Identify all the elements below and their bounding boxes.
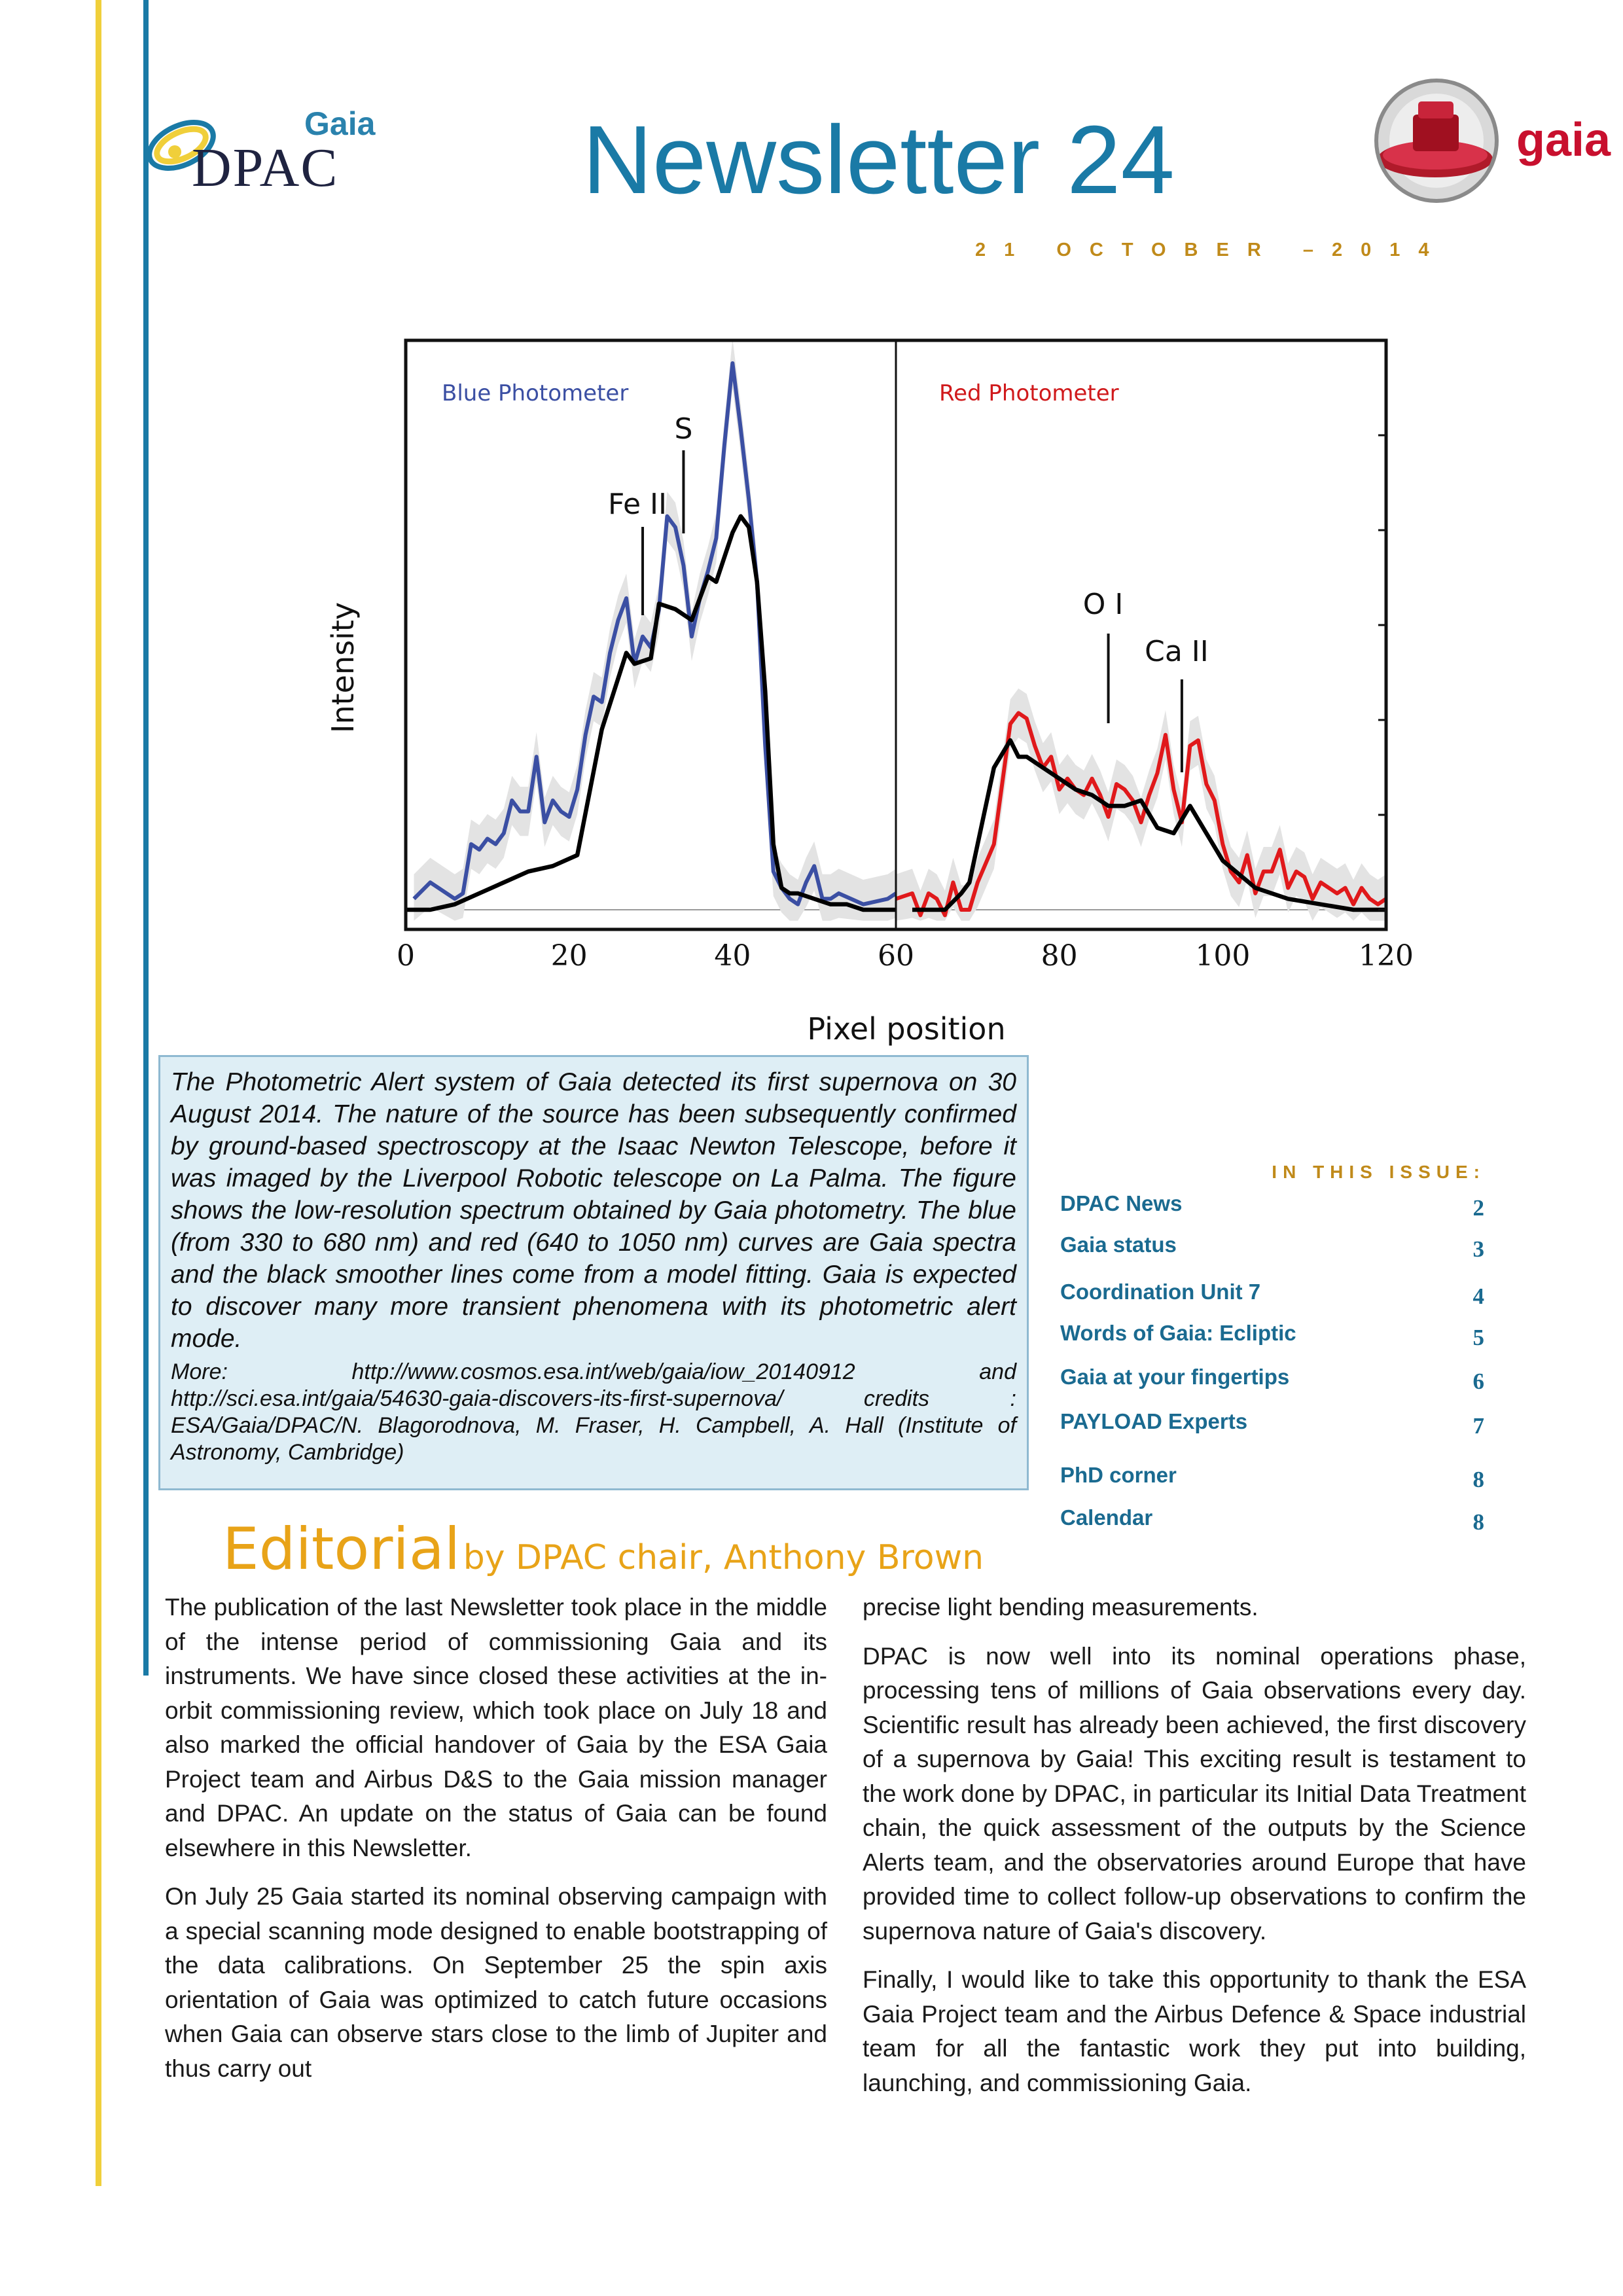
annotation-label: Ca II — [1145, 635, 1209, 668]
toc-item-gaia-fingertips[interactable] — [1060, 1365, 1486, 1393]
gaia-logo — [1364, 75, 1611, 213]
x-tick-label: 20 — [550, 939, 588, 973]
toc-item-page: 3 — [1472, 1236, 1484, 1262]
x-tick-label: 60 — [878, 939, 914, 973]
x-tick-label: 100 — [1195, 939, 1251, 973]
spectrum-chart — [294, 314, 1433, 1060]
editorial-heading — [223, 1515, 984, 1583]
x-tick-label: 0 — [397, 939, 415, 973]
newsletter-title: Newsletter 24 — [582, 106, 1175, 214]
toc-item-label: Calendar — [1060, 1505, 1153, 1530]
dpac-logo-gaia: Gaia — [304, 105, 376, 142]
toc-item-phd-corner[interactable] — [1060, 1463, 1486, 1492]
yellow-margin-bar — [96, 0, 101, 2186]
toc-item-words-of-gaia[interactable] — [1060, 1321, 1486, 1350]
editorial-paragraph: DPAC is now well into its nominal operations phase, processing tens of millions of Gaia observations every day. Scientific result has already been achieved, the first discovery of a supernova by Gaia! This exciting result is testament to the work done by DPAC, in particular its Initial Data Treatment chain, the quick assessment of the outputs by the Science Alerts team, and the observatories around Europe that have provided time to collect follow-up observations to confirm the supernova nature of Gaia's discovery. — [863, 1642, 1526, 1945]
toc-item-coordination-unit-7[interactable] — [1060, 1280, 1486, 1308]
dpac-logo-dpac: DPAC — [192, 137, 339, 198]
editorial-title: Editorial — [223, 1515, 461, 1583]
toc-item-payload-experts[interactable] — [1060, 1409, 1486, 1438]
x-axis-label: Pixel position — [807, 1011, 1006, 1047]
x-tick-label: 120 — [1359, 939, 1414, 973]
blue-margin-bar — [143, 0, 149, 1676]
gaia-satellite-icon — [1364, 75, 1515, 213]
y-axis-label: Intensity — [325, 601, 361, 734]
gaia-logo-word: gaia — [1516, 114, 1611, 166]
editorial-paragraph: Finally, I would like to take this opportunity to thank the ESA Gaia Project team and the Airbus Defence & Space industrial team for all the fantastic work they put into building, launching, and commissioning Gaia. — [863, 1966, 1526, 2096]
editorial-byline: by DPAC chair, Anthony Brown — [463, 1538, 984, 1577]
toc-item-page: 5 — [1472, 1325, 1484, 1350]
editorial-paragraph: precise light bending measurements. — [863, 1594, 1258, 1621]
caption-more: More: http://www.cosmos.esa.int/web/gaia/iow_20140912 and http://sci.esa.int/gaia/54630-gaia-discovers-its-first-supernova/ credits : ESA/Gaia/DPAC/N. Blagorodnova, M. Fraser, H. Campbell, A. Hall (Institute of Astronomy, Cambridge) — [171, 1359, 1016, 1465]
chart-background — [294, 314, 1433, 1060]
red-photometer-label: Red Photometer — [939, 380, 1119, 406]
toc-item-page: 7 — [1472, 1413, 1484, 1439]
editorial-paragraph: The publication of the last Newsletter took place in the middle of the intense period of commissioning Gaia and its instruments. We have since closed these activities at the in-orbit commissioning review, which took place on July 18 and also marked the official handover of Gaia by the ESA Gaia Project team and Airbus D&S to the Gaia mission manager and DPAC. An update on the status of Gaia can be found elsewhere in this Newsletter. — [165, 1594, 827, 1861]
toc-item-gaia-status[interactable] — [1060, 1232, 1486, 1261]
toc-item-calendar[interactable] — [1060, 1505, 1486, 1534]
toc-item-page: 2 — [1472, 1195, 1484, 1221]
toc-item-page: 8 — [1472, 1509, 1484, 1535]
toc-item-label: Coordination Unit 7 — [1060, 1280, 1261, 1304]
toc-item-page: 4 — [1472, 1283, 1484, 1309]
toc-item-page: 8 — [1472, 1467, 1484, 1492]
editorial-right-column — [863, 1590, 1526, 2115]
toc-item-label: PhD corner — [1060, 1463, 1177, 1487]
figure-caption — [158, 1055, 1029, 1490]
toc-item-page: 6 — [1472, 1369, 1484, 1394]
dpac-logo — [141, 85, 389, 209]
toc-item-label: Words of Gaia: Ecliptic — [1060, 1321, 1296, 1345]
editorial-left-column — [165, 1590, 827, 2100]
toc-item-label: PAYLOAD Experts — [1060, 1409, 1248, 1433]
blue-photometer-label: Blue Photometer — [442, 380, 629, 406]
annotation-label: O I — [1082, 588, 1124, 621]
toc-item-label: Gaia status — [1060, 1232, 1177, 1257]
annotation-label: S — [674, 412, 693, 446]
toc-item-label: Gaia at your fingertips — [1060, 1365, 1290, 1389]
annotation-label: Fe II — [608, 488, 667, 521]
supernova-spectrum-figure — [294, 314, 1433, 1060]
x-tick-label: 40 — [714, 939, 751, 973]
caption-text: The Photometric Alert system of Gaia detected its first supernova on 30 August 2014. The nature of the source has been subsequently confirmed by ground-based spectroscopy at the Isaac Newton Telescope, before it was imaged by the Liverpool Robotic telescope on La Palma. The figure shows the low-resolution spectrum obtained by Gaia photometry. The blue (from 330 to 680 nm) and red (640 to 1050 nm) curves are Gaia spectra and the black smoother lines come from a model fitting. Gaia is expected to discover many more transient phenomena with its photometric alert mode. — [171, 1068, 1016, 1353]
toc-item-label: DPAC News — [1060, 1191, 1183, 1215]
toc-item-dpac-news[interactable] — [1060, 1191, 1486, 1220]
x-tick-label: 80 — [1041, 939, 1078, 973]
toc-heading: IN THIS ISSUE: — [1272, 1162, 1486, 1182]
issue-date: 21 OCTOBER –2014 — [975, 240, 1448, 260]
editorial-paragraph: On July 25 Gaia started its nominal observing campaign with a special scanning mode designed to enable bootstrapping of the data calibrations. On September 25 the spin axis orientation of Gaia was optimized to catch future occasions when Gaia can observe stars close to the limb of Jupiter and thus carry out — [165, 1883, 827, 2082]
